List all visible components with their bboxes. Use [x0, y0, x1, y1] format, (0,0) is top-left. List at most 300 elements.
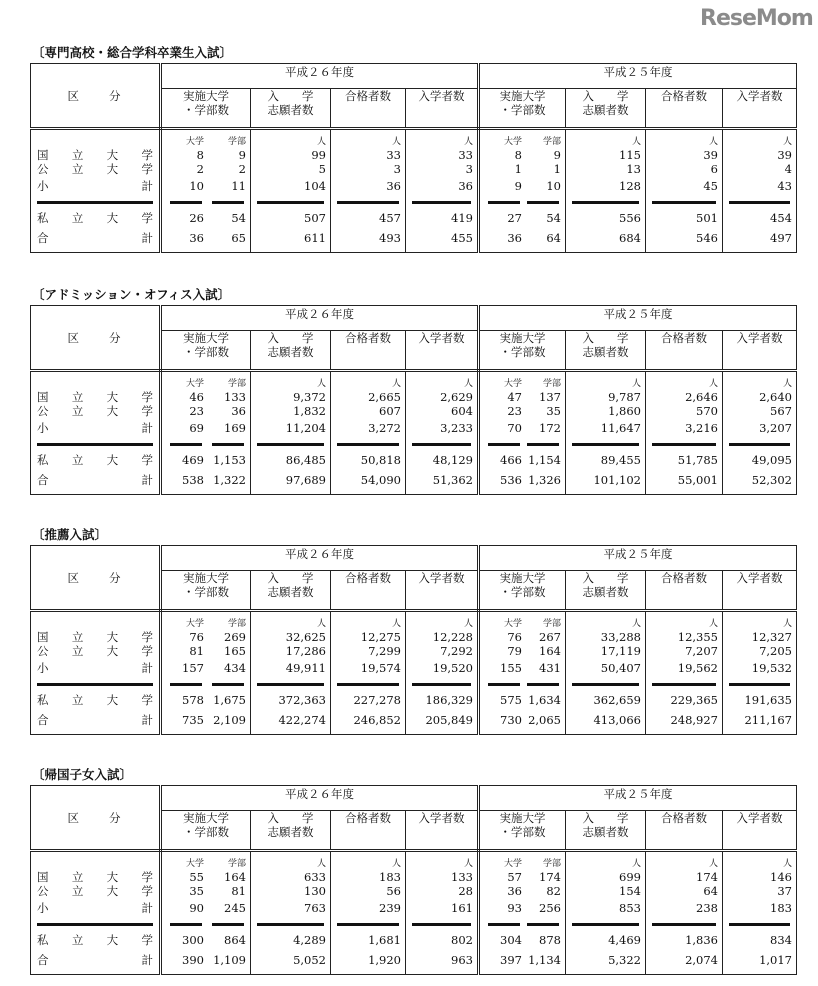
data-cell: 56 — [386, 884, 401, 898]
column-header-text: 合格者数 — [345, 331, 391, 345]
data-cell-pair — [166, 658, 246, 678]
data-cell: 65 — [231, 231, 246, 245]
data-cell-pair — [166, 162, 246, 176]
data-cell: 54,090 — [360, 473, 401, 487]
column-header — [161, 571, 251, 611]
row-label-char: 国 — [37, 390, 49, 404]
data-cell: 1,017 — [759, 953, 792, 967]
row-label-char: 大 — [106, 148, 119, 162]
data-column — [566, 851, 646, 975]
row-label-char: 大 — [106, 933, 119, 947]
spacer — [35, 618, 155, 630]
row-label-char: 私 — [37, 211, 49, 225]
data-cell-pair — [166, 470, 246, 490]
data-cell: 51,785 — [677, 453, 718, 467]
column-header — [331, 331, 406, 371]
unit-person: 人 — [463, 859, 473, 869]
data-cell: 172 — [539, 421, 561, 435]
data-cell: 164 — [224, 870, 246, 884]
row-label-char: 計 — [141, 953, 153, 967]
data-cell: 457 — [379, 211, 401, 225]
separator-rule — [650, 678, 718, 690]
column-header-text: 実施大学 ・学部数 — [499, 811, 546, 839]
data-cell-pair — [166, 930, 246, 950]
data-cell: 183 — [770, 901, 792, 915]
row-label-char: 立 — [71, 211, 84, 225]
data-cell: 26 — [189, 211, 204, 225]
row-label-char: 合 — [37, 231, 49, 245]
unit-person: 人 — [316, 619, 326, 629]
row-label-char: 立 — [71, 148, 84, 162]
row-label-char: 学 — [141, 933, 153, 947]
separator-rule — [166, 196, 246, 208]
column-header-text: 実施大学 ・学部数 — [499, 571, 546, 599]
separator-rule — [255, 918, 326, 930]
data-column — [331, 611, 406, 735]
data-cell: 55,001 — [677, 473, 718, 487]
row-label — [35, 208, 155, 228]
header-row-years — [31, 64, 797, 89]
data-cell: 48,129 — [432, 453, 473, 467]
data-cell: 1,920 — [368, 953, 401, 967]
data-column — [161, 851, 251, 975]
separator-rule — [570, 438, 641, 450]
data-cell: 239 — [379, 901, 401, 915]
separator-rule — [166, 918, 246, 930]
data-cell-pair — [484, 148, 561, 162]
unit-person: 人 — [631, 619, 641, 629]
data-cell: 33 — [386, 148, 401, 162]
data-cell: 633 — [304, 870, 326, 884]
data-cell: 2,640 — [759, 390, 792, 404]
data-cell: 5,052 — [293, 953, 326, 967]
data-cell: 431 — [539, 661, 561, 675]
data-cell: 372,363 — [278, 693, 326, 707]
data-cell: 12,355 — [677, 630, 718, 644]
data-cell-pair — [484, 470, 561, 490]
row-label-char: 立 — [71, 644, 84, 658]
unit-univ: 大学 — [503, 619, 522, 629]
data-cell: 246,852 — [353, 713, 401, 727]
separator-rule — [727, 918, 792, 930]
data-cell: 36 — [507, 884, 522, 898]
data-cell-pair — [484, 690, 561, 710]
row-label — [35, 644, 155, 658]
separator-rule — [35, 918, 155, 930]
row-label — [35, 390, 155, 404]
column-header — [646, 811, 723, 851]
data-cell: 79 — [507, 644, 522, 658]
separator-rule — [410, 438, 473, 450]
data-cell-pair — [484, 884, 561, 898]
data-cell: 455 — [451, 231, 473, 245]
row-label — [35, 870, 155, 884]
unit-labels — [166, 136, 246, 148]
data-cell: 55 — [189, 870, 204, 884]
admission-table — [30, 545, 797, 735]
separator-rule — [410, 196, 473, 208]
data-cell: 154 — [619, 884, 641, 898]
row-label-char: 学 — [141, 870, 153, 884]
column-header — [646, 89, 723, 129]
kubun-char: 分 — [109, 570, 123, 585]
data-cell-pair — [484, 228, 561, 248]
column-header — [331, 571, 406, 611]
data-cell: 89,455 — [600, 453, 641, 467]
data-cell: 763 — [304, 901, 326, 915]
data-cell: 146 — [770, 870, 792, 884]
row-label — [35, 898, 155, 918]
data-cell: 23 — [189, 404, 204, 418]
column-header-text: 入学者数 — [418, 811, 465, 825]
data-cell: 1 — [514, 162, 522, 176]
row-label-char: 学 — [141, 884, 153, 898]
row-label-char: 学 — [141, 630, 153, 644]
data-cell: 684 — [619, 231, 641, 245]
data-cell: 35 — [546, 404, 561, 418]
row-label — [35, 710, 155, 730]
column-header-text: 入 学 志願者数 — [267, 811, 314, 839]
data-column — [646, 129, 723, 253]
row-label-char: 大 — [106, 453, 119, 467]
data-cell-pair — [166, 176, 246, 196]
watermark-logo: ReseMom — [700, 6, 813, 31]
column-header — [566, 811, 646, 851]
column-header — [251, 89, 331, 129]
row-label-char: 大 — [106, 211, 119, 225]
separator-rule — [410, 918, 473, 930]
unit-person: 人 — [631, 137, 641, 147]
unit-faculty: 学部 — [227, 137, 246, 147]
separator-rule — [570, 918, 641, 930]
column-header-text: 入学者数 — [418, 331, 465, 345]
data-column — [566, 371, 646, 495]
data-cell: 604 — [451, 404, 473, 418]
data-cell: 23 — [507, 404, 522, 418]
data-cell-pair — [166, 208, 246, 228]
data-cell: 130 — [304, 884, 326, 898]
header-row-years — [31, 306, 797, 331]
data-cell: 51,362 — [432, 473, 473, 487]
row-label — [35, 228, 155, 248]
data-cell: 35 — [189, 884, 204, 898]
data-cell: 165 — [224, 644, 246, 658]
data-cell-pair — [484, 418, 561, 438]
data-cell-pair — [166, 418, 246, 438]
data-cell: 2 — [196, 162, 204, 176]
column-header-text: 実施大学 ・学部数 — [183, 89, 229, 117]
column-header-text: 合格者数 — [661, 811, 707, 825]
data-cell: 1,681 — [368, 933, 401, 947]
section-title: 〔専門高校・総合学科卒業生入試〕 — [32, 45, 233, 60]
data-cell-pair — [484, 390, 561, 404]
section-title: 〔アドミッション・オフィス入試〕 — [32, 287, 231, 302]
data-cell: 419 — [451, 211, 473, 225]
column-header — [723, 89, 797, 129]
data-column — [331, 371, 406, 495]
data-cell: 104 — [304, 179, 326, 193]
row-label — [35, 162, 155, 176]
data-cell: 19,532 — [751, 661, 792, 675]
data-cell: 4,469 — [608, 933, 641, 947]
data-column — [251, 611, 331, 735]
kubun-char: 区 — [67, 88, 81, 103]
row-label-char: 学 — [141, 404, 153, 418]
data-cell-pair — [484, 162, 561, 176]
data-cell: 507 — [304, 211, 326, 225]
unit-faculty: 学部 — [542, 619, 561, 629]
data-cell-pair — [484, 630, 561, 644]
data-cell: 1,154 — [528, 453, 561, 467]
data-cell: 413,066 — [593, 713, 641, 727]
separator-rule — [255, 678, 326, 690]
row-label-char: 学 — [141, 644, 153, 658]
separator-rule — [650, 438, 718, 450]
section-title: 〔帰国子女入試〕 — [32, 767, 133, 782]
row-label-char: 私 — [37, 453, 49, 467]
data-cell: 36 — [189, 231, 204, 245]
data-cell-pair — [484, 898, 561, 918]
data-cell: 501 — [696, 211, 718, 225]
data-cell-pair — [484, 404, 561, 418]
data-cell: 191,635 — [744, 693, 792, 707]
data-cell: 69 — [189, 421, 204, 435]
data-cell: 211,167 — [744, 713, 792, 727]
data-cell: 546 — [696, 231, 718, 245]
data-cell-pair — [166, 644, 246, 658]
row-label — [35, 658, 155, 678]
column-header-text: 合格者数 — [345, 811, 391, 825]
row-label — [35, 450, 155, 470]
data-cell: 10 — [546, 179, 561, 193]
column-header — [566, 89, 646, 129]
data-cell: 3 — [393, 162, 401, 176]
data-cell: 362,659 — [593, 693, 641, 707]
data-cell: 93 — [507, 901, 522, 915]
data-cell: 269 — [224, 630, 246, 644]
data-column — [251, 371, 331, 495]
data-cell: 57 — [507, 870, 522, 884]
data-cell: 81 — [231, 884, 246, 898]
header-kubun — [31, 306, 161, 371]
data-cell-pair — [484, 950, 561, 970]
separator-rule — [727, 438, 792, 450]
unit-person: 人 — [463, 619, 473, 629]
data-cell: 304 — [500, 933, 522, 947]
data-cell: 5,322 — [608, 953, 641, 967]
row-label — [35, 630, 155, 644]
data-cell: 3 — [465, 162, 473, 176]
data-cell: 4,289 — [293, 933, 326, 947]
column-header — [723, 571, 797, 611]
data-cell: 137 — [539, 390, 561, 404]
row-label-char: 大 — [106, 404, 119, 418]
header-kubun — [31, 64, 161, 129]
column-header-text: 実施大学 ・学部数 — [499, 89, 546, 117]
data-cell: 161 — [451, 901, 473, 915]
column-header-text: 入学者数 — [736, 331, 783, 345]
unit-labels — [166, 858, 246, 870]
data-column — [479, 851, 566, 975]
row-label-char: 立 — [71, 390, 84, 404]
unit-univ: 大学 — [185, 859, 204, 869]
unit-person: 人 — [782, 859, 792, 869]
row-label-char: 大 — [106, 630, 119, 644]
data-cell: 128 — [619, 179, 641, 193]
separator-rule — [335, 196, 401, 208]
data-column — [479, 611, 566, 735]
row-label-char: 大 — [106, 884, 119, 898]
data-cell: 39 — [777, 148, 792, 162]
header-year-h26: 平成２６年度 — [161, 64, 479, 89]
data-cell: 43 — [777, 179, 792, 193]
data-cell-pair — [166, 884, 246, 898]
unit-faculty: 学部 — [542, 137, 561, 147]
row-label-char: 立 — [71, 162, 84, 176]
data-cell: 7,207 — [685, 644, 718, 658]
column-header-text: 実施大学 ・学部数 — [183, 331, 229, 359]
row-label-char: 学 — [141, 453, 153, 467]
data-cell: 157 — [182, 661, 204, 675]
data-cell: 33 — [458, 148, 473, 162]
data-cell: 36 — [458, 179, 473, 193]
data-cell: 19,520 — [432, 661, 473, 675]
unit-labels — [166, 378, 246, 390]
row-label-char: 公 — [37, 644, 49, 658]
row-label-char: 立 — [71, 404, 84, 418]
data-column — [723, 371, 797, 495]
unit-person: 人 — [708, 619, 718, 629]
column-header — [251, 811, 331, 851]
row-label-char: 大 — [106, 870, 119, 884]
row-label-char: 計 — [141, 473, 153, 487]
row-label-char: 立 — [71, 933, 84, 947]
column-header-text: 入 学 志願者数 — [582, 811, 629, 839]
unit-univ: 大学 — [185, 137, 204, 147]
unit-person: 人 — [316, 859, 326, 869]
column-header-text: 入 学 志願者数 — [267, 571, 314, 599]
column-header — [251, 331, 331, 371]
column-header — [723, 811, 797, 851]
separator-rule — [335, 678, 401, 690]
data-cell: 133 — [451, 870, 473, 884]
data-cell: 3,207 — [759, 421, 792, 435]
unit-labels — [484, 858, 561, 870]
data-cell: 28 — [458, 884, 473, 898]
header-year-h25: 平成２５年度 — [479, 546, 797, 571]
data-cell: 36 — [231, 404, 246, 418]
column-header-text: 入学者数 — [418, 571, 465, 585]
data-cell-pair — [166, 870, 246, 884]
separator-rule — [335, 918, 401, 930]
data-cell: 538 — [182, 473, 204, 487]
row-label-char: 大 — [106, 162, 119, 176]
unit-person: 人 — [782, 137, 792, 147]
data-cell: 12,228 — [432, 630, 473, 644]
column-header — [646, 331, 723, 371]
separator-rule — [570, 678, 641, 690]
admission-table — [30, 63, 797, 253]
row-label-char: 小 — [37, 179, 49, 193]
data-cell: 54 — [231, 211, 246, 225]
data-column — [723, 129, 797, 253]
column-header — [479, 331, 566, 371]
column-header — [406, 89, 479, 129]
column-header — [723, 331, 797, 371]
data-column — [723, 611, 797, 735]
data-cell: 3,233 — [440, 421, 473, 435]
row-labels — [31, 611, 161, 735]
data-cell: 9,787 — [608, 390, 641, 404]
data-column — [406, 611, 479, 735]
column-header-text: 実施大学 ・学部数 — [499, 331, 546, 359]
column-header-text: 入学者数 — [736, 811, 783, 825]
column-header-text: 実施大学 ・学部数 — [183, 811, 229, 839]
unit-person: 人 — [631, 859, 641, 869]
row-label-char: 合 — [37, 713, 49, 727]
data-cell: 186,329 — [425, 693, 473, 707]
data-cell: 5 — [318, 162, 326, 176]
data-cell: 469 — [182, 453, 204, 467]
data-cell: 7,205 — [759, 644, 792, 658]
row-label — [35, 950, 155, 970]
data-body-row — [31, 371, 797, 495]
column-header — [331, 811, 406, 851]
data-cell: 10 — [189, 179, 204, 193]
header-row-years — [31, 546, 797, 571]
data-cell-pair — [484, 930, 561, 950]
column-header — [406, 331, 479, 371]
separator-rule — [166, 678, 246, 690]
row-label-char: 大 — [106, 390, 119, 404]
kubun-char: 区 — [67, 330, 81, 345]
data-cell: 3,272 — [368, 421, 401, 435]
data-column — [161, 129, 251, 253]
separator-rule — [255, 196, 326, 208]
data-cell: 434 — [224, 661, 246, 675]
separator-rule — [35, 196, 155, 208]
row-label-char: 小 — [37, 421, 49, 435]
data-cell: 64 — [546, 231, 561, 245]
data-column — [251, 129, 331, 253]
data-cell: 556 — [619, 211, 641, 225]
data-cell: 82 — [546, 884, 561, 898]
column-header-text: 合格者数 — [345, 571, 391, 585]
data-cell: 2,646 — [685, 390, 718, 404]
data-cell: 6 — [710, 162, 718, 176]
data-cell: 4 — [784, 162, 792, 176]
row-labels — [31, 129, 161, 253]
row-label-char: 学 — [141, 162, 153, 176]
data-cell: 248,927 — [670, 713, 718, 727]
separator-rule — [484, 438, 561, 450]
column-header — [646, 571, 723, 611]
data-cell: 834 — [770, 933, 792, 947]
data-cell: 183 — [379, 870, 401, 884]
row-label-char: 小 — [37, 661, 49, 675]
separator-rule — [727, 196, 792, 208]
row-label — [35, 148, 155, 162]
data-cell: 115 — [619, 148, 641, 162]
kubun-char: 分 — [109, 330, 123, 345]
column-header-text: 入 学 志願者数 — [267, 331, 314, 359]
data-cell: 853 — [619, 901, 641, 915]
data-column — [723, 851, 797, 975]
data-cell: 611 — [304, 231, 326, 245]
data-cell: 37 — [777, 884, 792, 898]
data-cell: 422,274 — [278, 713, 326, 727]
data-cell: 1,326 — [528, 473, 561, 487]
